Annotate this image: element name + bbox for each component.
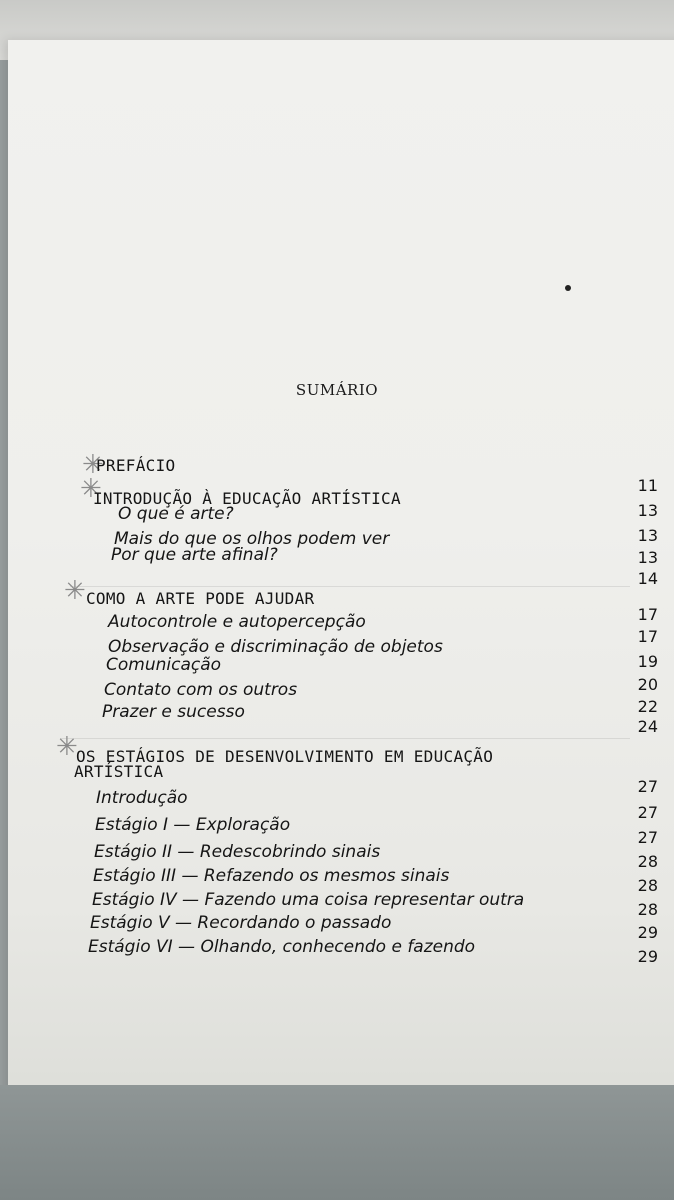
toc-entry <box>0 612 674 646</box>
toc-label: Observação e discriminação de objetos <box>108 637 443 657</box>
toc-entry <box>0 913 674 942</box>
toc-label: Estágio III — Refazendo os mesmos sinais <box>93 866 450 886</box>
toc-page-number: 28 <box>637 876 658 895</box>
ink-dot <box>565 285 571 291</box>
toc-page-number: 27 <box>637 828 658 847</box>
toc-label: PREFÁCIO <box>96 456 176 475</box>
toc-page-number: 28 <box>637 900 658 919</box>
asterisk-mark-icon: ✳ <box>56 732 78 762</box>
toc-entry <box>0 842 674 871</box>
toc-page-number: 11 <box>637 476 658 495</box>
toc-page-number: 29 <box>637 923 658 942</box>
toc-page-number: 29 <box>637 947 658 966</box>
toc-label: Mais do que os olhos podem ver <box>114 529 390 549</box>
toc-entry <box>0 762 674 796</box>
toc-page-number: 13 <box>637 501 658 520</box>
toc-page-number: 14 <box>637 569 658 588</box>
toc-entry <box>0 545 674 588</box>
toc-page-number: 20 <box>637 675 658 694</box>
toc-label: INTRODUÇÃO À EDUCAÇÃO ARTÍSTICA <box>93 489 401 508</box>
toc-label: Estágio IV — Fazendo uma coisa representar outra <box>92 890 525 910</box>
toc-page-number: 24 <box>637 717 658 736</box>
toc-page-number: 13 <box>637 548 658 567</box>
toc-label: ARTÍSTICA <box>74 762 164 781</box>
toc-page-number: 17 <box>637 627 658 646</box>
table-surface <box>0 1085 674 1200</box>
toc-page-number: 22 <box>637 697 658 716</box>
toc-page-number: 13 <box>637 526 658 545</box>
divider <box>60 738 630 739</box>
toc-page-number: 17 <box>637 605 658 624</box>
toc-entry <box>0 937 674 966</box>
toc-page-number: 19 <box>637 652 658 671</box>
toc-label: Por que arte afinal? <box>111 545 278 565</box>
divider <box>70 586 630 587</box>
toc-label: Estágio II — Redescobrindo sinais <box>94 842 381 862</box>
toc-label: Contato com os outros <box>104 680 298 700</box>
toc-entry <box>0 866 674 895</box>
toc-page-number: 27 <box>637 777 658 796</box>
toc-entry <box>0 702 674 736</box>
toc-page-number: 28 <box>637 852 658 871</box>
toc-label: Autocontrole e autopercepção <box>108 612 366 632</box>
toc-label: O que é arte? <box>118 504 234 524</box>
toc-label: Introdução <box>96 788 188 808</box>
asterisk-mark-icon: ✳ <box>82 450 104 480</box>
toc-label: Estágio I — Exploração <box>95 815 291 835</box>
toc-label: OS ESTÁGIOS DE DESENVOLVIMENTO EM EDUCAÇÃO <box>76 747 494 766</box>
toc-label: Estágio VI — Olhando, conhecendo e fazendo <box>88 937 476 957</box>
toc-label: Comunicação <box>106 655 222 675</box>
toc-entry <box>0 815 674 847</box>
toc-label: COMO A ARTE PODE AJUDAR <box>86 589 315 608</box>
toc-entry <box>0 788 674 822</box>
toc-label: Prazer e sucesso <box>102 702 245 722</box>
asterisk-mark-icon: ✳ <box>64 576 86 606</box>
page-title: SUMÁRIO <box>295 381 379 399</box>
toc-page-number: 27 <box>637 803 658 822</box>
asterisk-mark-icon: ✳ <box>80 474 102 504</box>
toc-label: Estágio V — Recordando o passado <box>90 913 392 933</box>
